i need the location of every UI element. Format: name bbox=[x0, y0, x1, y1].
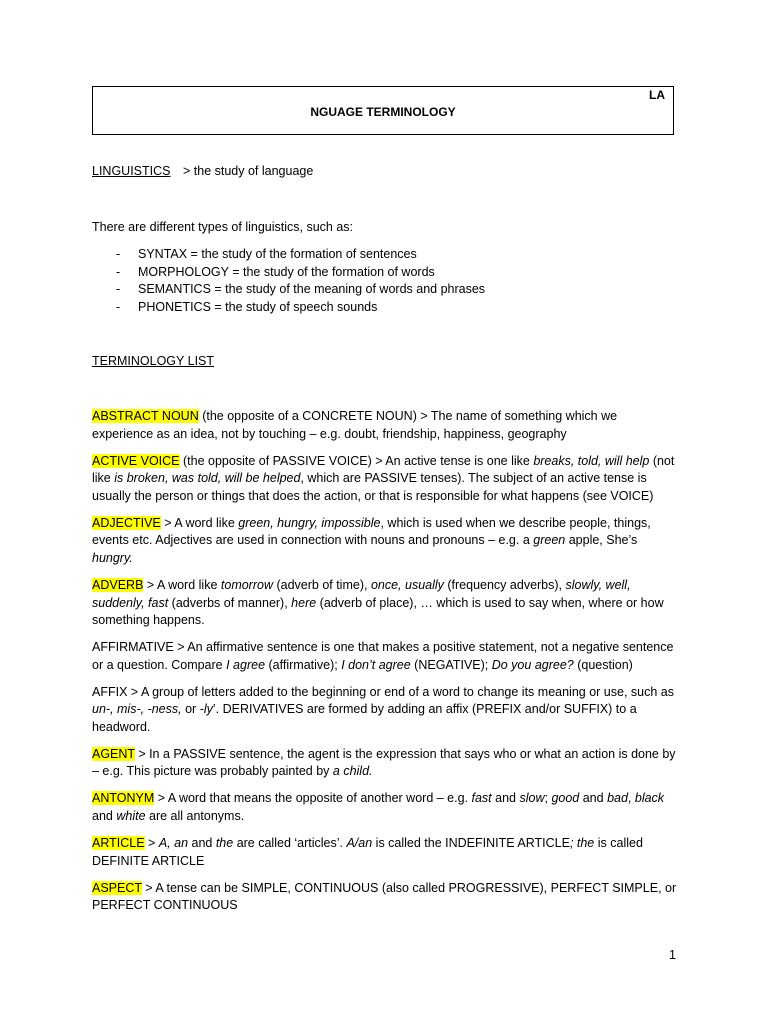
term-definition-text: > bbox=[144, 836, 159, 850]
term-name: ACTIVE VOICE bbox=[92, 453, 180, 468]
term-definition-text: (frequency adverbs), bbox=[443, 577, 566, 592]
term-example-italic: A, an bbox=[158, 836, 189, 850]
term-definition-text: are called ‘articles’. bbox=[233, 836, 347, 850]
term-example-italic: green, hungry, impossible bbox=[238, 515, 381, 530]
term-definition-text: and bbox=[92, 809, 117, 824]
term-name: ADJECTIVE bbox=[92, 515, 161, 530]
term-definition-text: (adverb of place), … which is used to say when, where or how something happens. bbox=[92, 595, 664, 628]
term-definition-text: (the opposite of PASSIVE VOICE) > An active tense is one like bbox=[179, 453, 534, 468]
term-example-italic: tomorrow bbox=[220, 577, 273, 592]
terminology-entries bbox=[92, 408, 680, 924]
term-example-italic: ; the bbox=[569, 836, 595, 850]
term-example-italic: good bbox=[551, 791, 580, 806]
term-name: ADVERB bbox=[92, 577, 144, 592]
term-definition-text: is called DEFINITE ARTICLE bbox=[92, 836, 643, 868]
list-dash: - bbox=[116, 247, 121, 261]
term-example-italic: here bbox=[291, 595, 317, 610]
term-name: ARTICLE bbox=[92, 836, 145, 850]
term-example-italic: is broken, was told, will be helped bbox=[114, 471, 301, 486]
term-name: ASPECT bbox=[92, 880, 142, 895]
term-definition-text: , which are PASSIVE tenses). The subject of an active tense is usually the person or things that does the action, or that is responsible for what happens (see VOICE) bbox=[92, 471, 654, 503]
term-entry-affirmative bbox=[92, 639, 680, 674]
list-item-text: PHONETICS = the study of speech sounds bbox=[138, 299, 378, 314]
term-entry-adverb bbox=[92, 577, 680, 630]
term-example-italic: black bbox=[634, 791, 665, 806]
term-example-italic: the bbox=[215, 836, 234, 850]
term-definition-text: is called the INDEFINITE ARTICLE bbox=[372, 836, 570, 850]
term-entry-aspect bbox=[92, 880, 680, 915]
list-dash: - bbox=[116, 264, 121, 279]
term-definition-text: ; bbox=[544, 791, 552, 806]
term-definition-text: (adverb of time), bbox=[272, 577, 371, 592]
linguistics-types-list bbox=[92, 246, 485, 316]
term-example-italic: slow bbox=[519, 791, 545, 806]
term-name: AGENT bbox=[92, 746, 135, 761]
term-example-italic: I agree bbox=[226, 657, 266, 672]
term-example-italic: fast bbox=[471, 791, 492, 806]
list-item-text: MORPHOLOGY = the study of the formation of words bbox=[138, 264, 435, 279]
list-dash: - bbox=[116, 299, 121, 314]
list-item bbox=[92, 299, 485, 317]
term-example-italic: A/an bbox=[346, 836, 373, 850]
term-definition-text: (question) bbox=[573, 657, 633, 672]
term-definition-text: ’. DERIVATIVES are formed by adding an affix (PREFIX and/or SUFFIX) to a headword. bbox=[92, 702, 637, 734]
term-definition-text: (NEGATIVE); bbox=[410, 657, 492, 672]
term-name: AFFIRMATIVE bbox=[92, 640, 174, 655]
list-item-text: SYNTAX = the study of the formation of sentences bbox=[138, 247, 417, 261]
term-definition-text: and bbox=[579, 791, 608, 806]
term-example-italic: white bbox=[116, 809, 146, 824]
term-definition-text: (affirmative); bbox=[265, 657, 342, 672]
term-example-italic: I don’t agree bbox=[341, 657, 411, 672]
term-name: ABSTRACT NOUN bbox=[92, 409, 199, 423]
term-entry-active-voice bbox=[92, 453, 680, 506]
term-example-italic: a child. bbox=[332, 764, 373, 779]
term-definition-text: > A word like bbox=[160, 515, 239, 530]
list-dash: - bbox=[116, 282, 121, 296]
title-corner-text: LA bbox=[649, 88, 665, 102]
term-example-italic: hungry. bbox=[92, 550, 133, 565]
term-entry-antonym bbox=[92, 790, 680, 825]
term-name: AFFIX bbox=[92, 684, 128, 699]
term-example-italic: -ly bbox=[199, 702, 213, 717]
term-definition-text: > A group of letters added to the beginning or end of a word to change its meaning or use, such as bbox=[127, 684, 674, 699]
term-definition-text: > A tense can be SIMPLE, CONTINUOUS (also called PROGRESSIVE), PERFECT SIMPLE, or PERFECT CONTINUOUS bbox=[92, 880, 677, 913]
page-number: 1 bbox=[669, 948, 676, 962]
term-definition-text: > A word like bbox=[143, 577, 221, 592]
page-title: NGUAGE TERMINOLOGY bbox=[310, 105, 456, 119]
term-example-italic: slowly, well, suddenly, fast bbox=[92, 577, 631, 610]
linguistics-definition-text: > the study of language bbox=[183, 164, 314, 178]
term-definition-text: and bbox=[491, 791, 520, 806]
term-example-italic: un-, mis-, -ness, bbox=[92, 702, 182, 717]
list-item bbox=[92, 246, 485, 264]
term-entry-adjective bbox=[92, 515, 680, 568]
list-item bbox=[92, 264, 485, 282]
term-example-italic: Do you agree? bbox=[491, 657, 574, 672]
linguistics-term: LINGUISTICS bbox=[92, 164, 171, 178]
term-definition-text: > In a PASSIVE sentence, the agent is the expression that says who or what an action is done by – e.g. This picture was probably painted by bbox=[92, 746, 676, 779]
term-definition-text: apple, She’s bbox=[565, 533, 638, 548]
term-definition-text: are all antonyms. bbox=[145, 809, 245, 824]
term-example-italic: bad bbox=[607, 791, 628, 806]
term-definition-text: or bbox=[181, 702, 200, 717]
term-example-italic: green bbox=[533, 533, 566, 548]
term-entry-abstract-noun bbox=[92, 408, 680, 443]
intro-text: There are different types of linguistics, such as: bbox=[92, 220, 354, 234]
term-definition-text: (the opposite of a CONCRETE NOUN) > The name of something which we experience as an idea, not by touching – e.g. doubt, friendship, happiness, geography bbox=[92, 409, 618, 441]
term-definition-text: , which is used when we describe people, things, events etc. Adjectives are used in connection with nouns and pronouns – e.g. a bbox=[92, 515, 651, 548]
term-entry-agent bbox=[92, 746, 680, 781]
term-example-italic: once, usually bbox=[370, 577, 444, 592]
list-item-text: SEMANTICS = the study of the meaning of words and phrases bbox=[138, 282, 486, 296]
term-definition-text: (adverbs of manner), bbox=[168, 595, 292, 610]
term-definition-text: and bbox=[188, 836, 216, 850]
list-item bbox=[92, 281, 485, 299]
term-entry-article bbox=[92, 835, 680, 870]
term-definition-text: > An affirmative sentence is one that makes a positive statement, not a negative sentence or a question. Compare bbox=[92, 640, 674, 672]
term-definition-text: , bbox=[627, 791, 635, 806]
linguistics-definition bbox=[92, 164, 314, 178]
terminology-list-heading: TERMINOLOGY LIST bbox=[92, 354, 215, 368]
term-definition-text: > A word that means the opposite of another word – e.g. bbox=[154, 791, 472, 806]
term-name: ANTONYM bbox=[92, 791, 155, 806]
title-box bbox=[92, 86, 674, 135]
term-definition-text: (not like bbox=[92, 453, 675, 486]
term-entry-affix bbox=[92, 684, 680, 737]
term-example-italic: breaks, told, will help bbox=[533, 453, 650, 468]
